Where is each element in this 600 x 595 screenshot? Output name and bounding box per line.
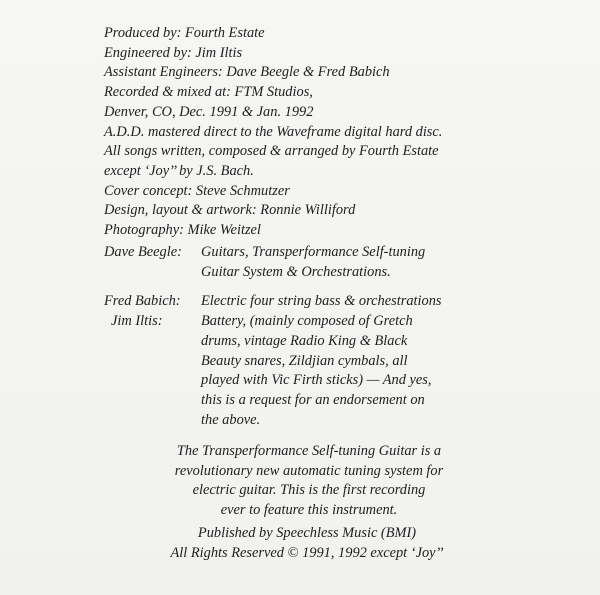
musician-role-line: Beauty snares, Zildjian cymbals, all bbox=[201, 352, 408, 369]
musician-row bbox=[104, 312, 574, 430]
credit-recorded-location: Denver, CO, Dec. 1991 & Jan. 1992 bbox=[104, 103, 314, 120]
musicians-block bbox=[104, 243, 574, 430]
musician-role-line: played with Vic Firth sticks) — And yes, bbox=[201, 372, 432, 389]
credit-assistant-engineers: Assistant Engineers: Dave Beegle & Fred Babich bbox=[104, 64, 390, 81]
credit-songwriting: All songs written, composed & arranged by Fourth Estate bbox=[104, 143, 439, 160]
copyright-line: All Rights Reserved © 1991, 1992 except ‘Joy’’ bbox=[170, 544, 444, 561]
musician-roles bbox=[201, 312, 574, 430]
musician-role-line: this is a request for an endorsement on bbox=[201, 391, 425, 408]
credit-photography: Photography: Mike Weitzel bbox=[104, 222, 261, 239]
credit-cover-concept: Cover concept: Steve Schmutzer bbox=[104, 182, 290, 199]
musician-name: Dave Beegle: bbox=[104, 244, 182, 260]
credit-producer: Produced by: Fourth Estate bbox=[104, 25, 265, 41]
musician-role-line: drums, vintage Radio King & Black bbox=[201, 332, 408, 349]
note-line: revolutionary new automatic tuning system for bbox=[174, 462, 444, 479]
musician-name: Jim Iltis: bbox=[111, 313, 163, 330]
credit-mastering: A.D.D. mastered direct to the Waveframe digital hard disc. bbox=[104, 123, 443, 140]
musician-roles bbox=[201, 243, 574, 282]
musician-row bbox=[104, 243, 574, 282]
note-line: The Transperformance Self-tuning Guitar is a bbox=[176, 443, 442, 459]
credit-recorded-at: Recorded & mixed at: FTM Studios, bbox=[104, 84, 313, 101]
credit-engineer: Engineered by: Jim Iltis bbox=[104, 44, 243, 61]
musician-role-line: Battery, (mainly composed of Gretch bbox=[201, 313, 413, 330]
credit-songwriting-exception: except ‘Joy’’ by J.S. Bach. bbox=[104, 162, 254, 179]
musician-role-line: Guitars, Transperformance Self-tuning bbox=[201, 244, 426, 260]
publishing-block bbox=[0, 524, 600, 563]
musician-name: Fred Babich: bbox=[104, 293, 181, 310]
spacer bbox=[104, 282, 574, 292]
musician-role-line: Electric four string bass & orchestrations bbox=[201, 293, 442, 310]
musician-role-line: the above. bbox=[201, 411, 261, 428]
musician-role-line: Guitar System & Orchestrations. bbox=[201, 263, 391, 280]
musician-row bbox=[104, 292, 574, 312]
note-line: ever to feature this instrument. bbox=[220, 502, 398, 519]
credits-block bbox=[104, 24, 574, 241]
musician-roles bbox=[201, 292, 574, 312]
guitar-system-note bbox=[0, 442, 600, 521]
note-line: electric guitar. This is the first recording bbox=[192, 482, 426, 499]
credit-design: Design, layout & artwork: Ronnie Williford bbox=[104, 202, 356, 219]
publisher-line: Published by Speechless Music (BMI) bbox=[197, 525, 417, 541]
